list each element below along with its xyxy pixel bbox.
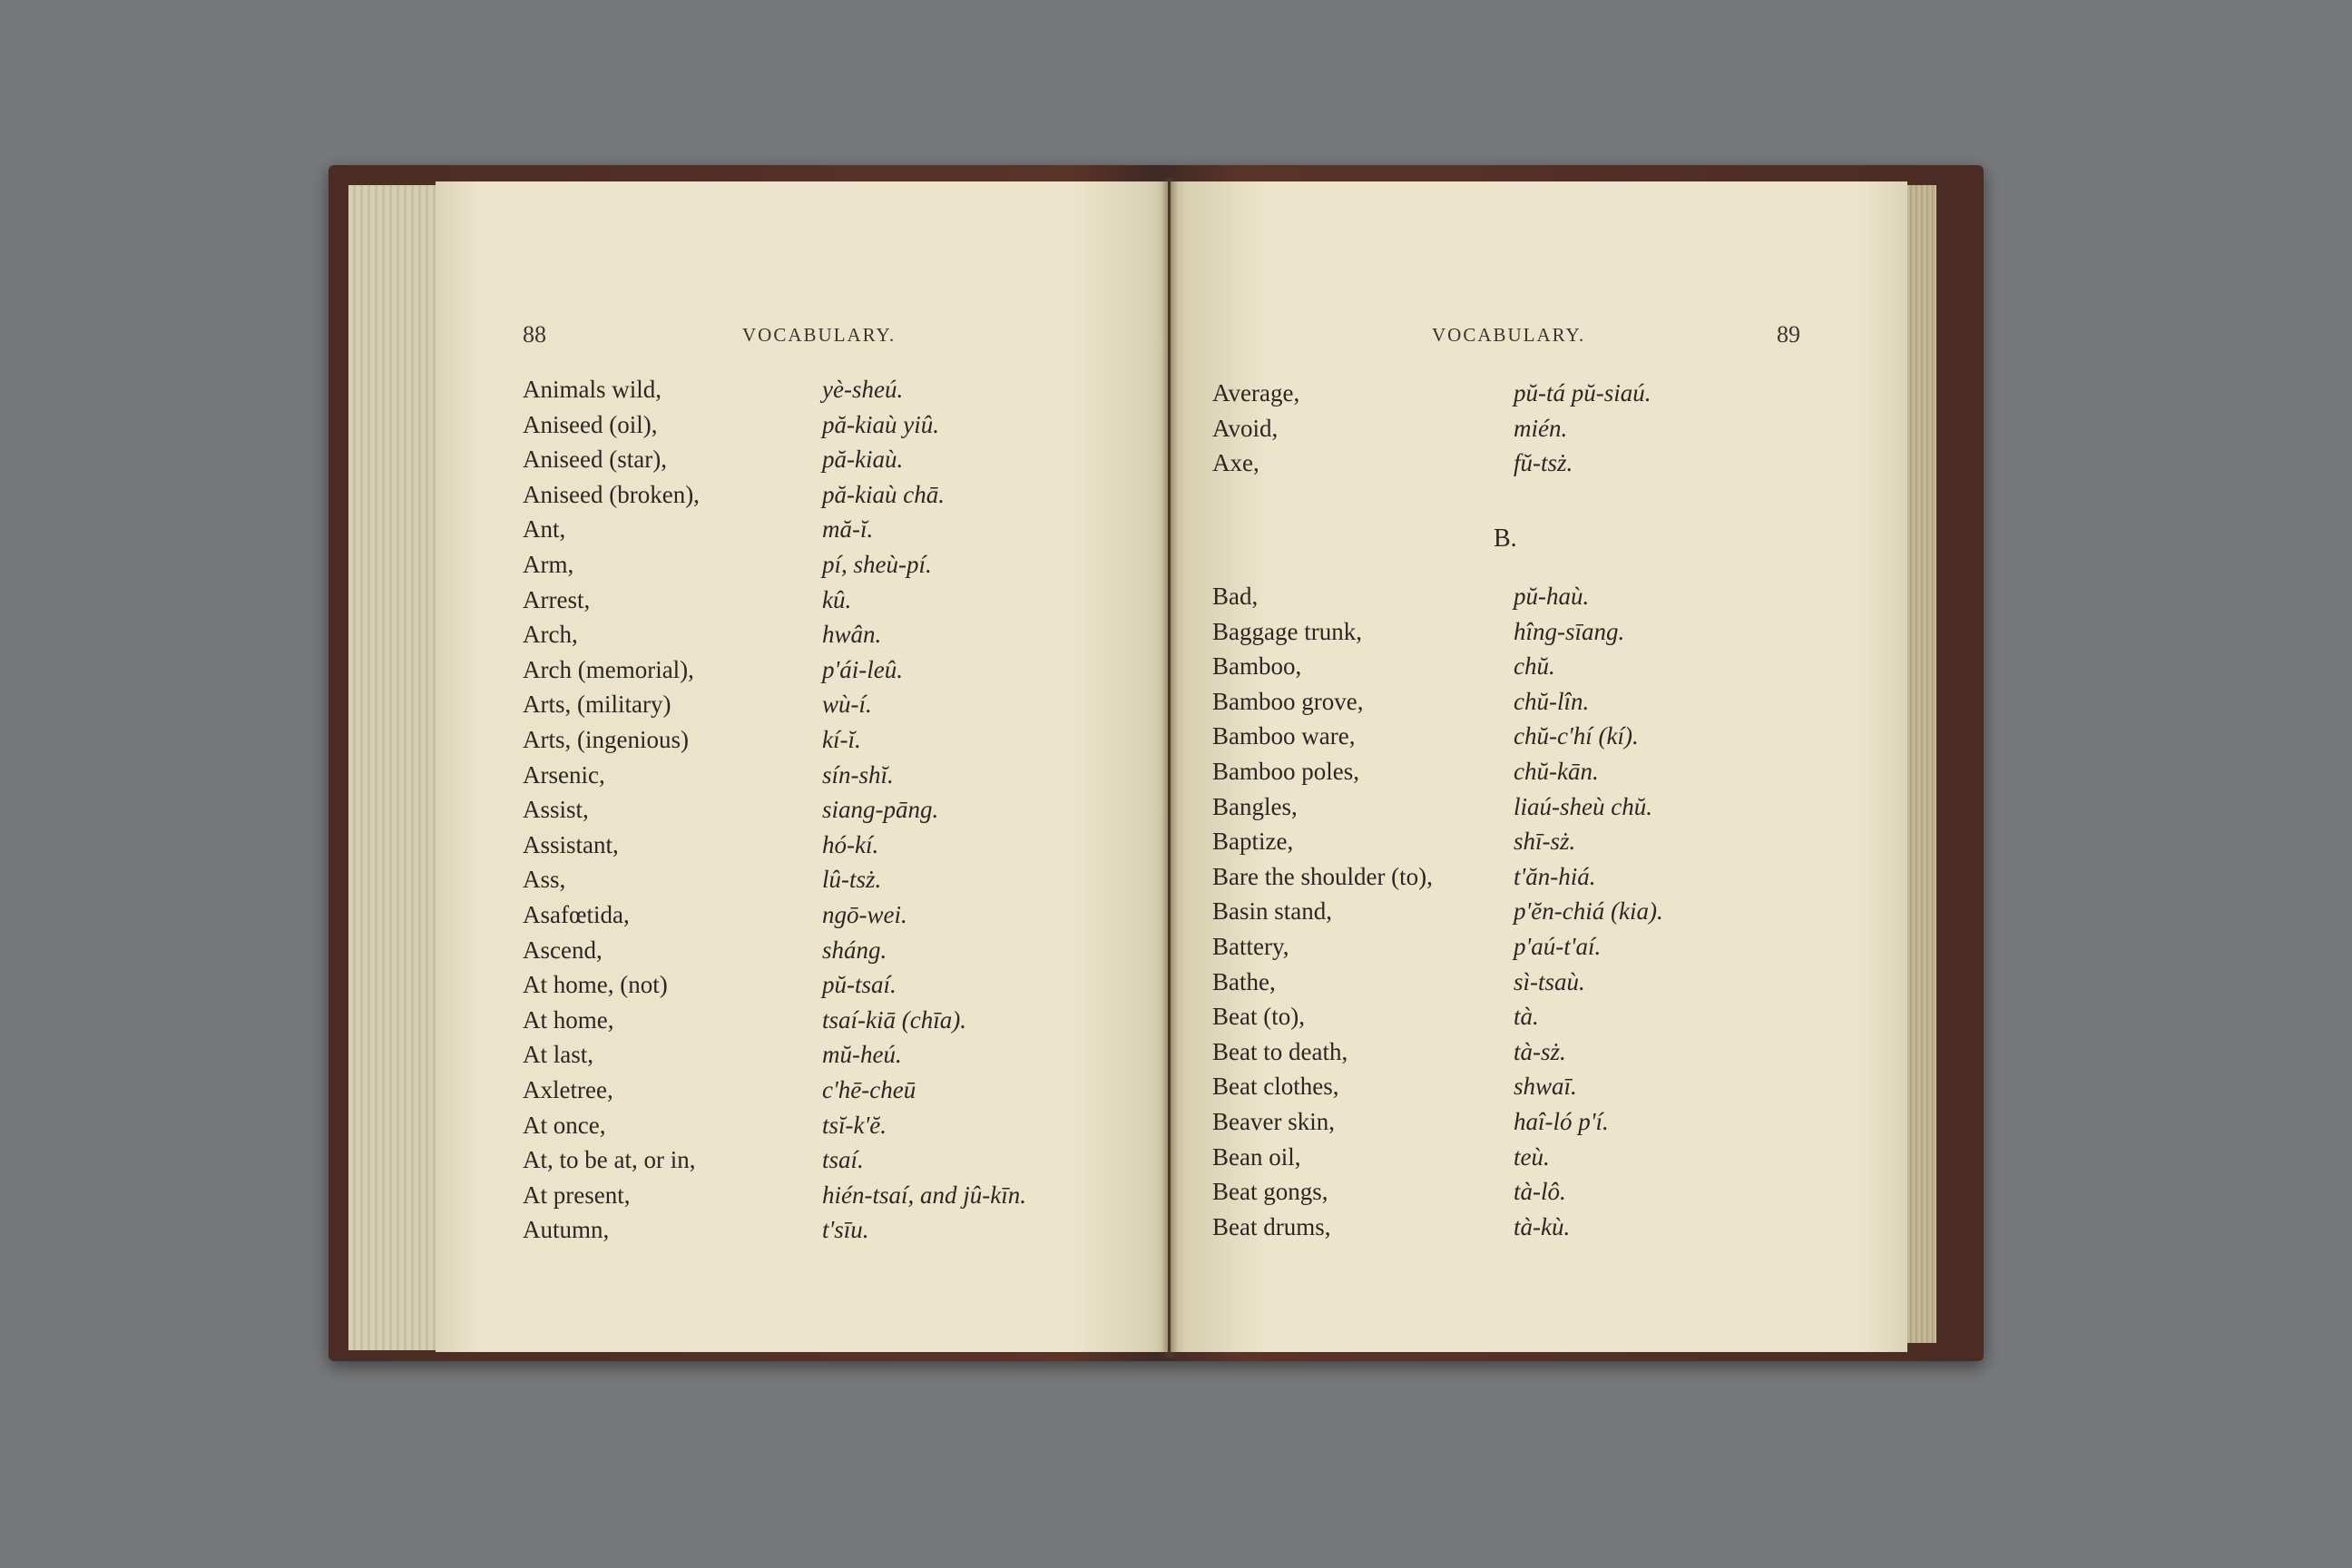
vocabulary-entry — [523, 442, 1158, 476]
vocabulary-entry — [523, 1142, 1158, 1177]
entry-term: Bamboo ware, — [1212, 722, 1356, 750]
vocabulary-entry — [1212, 1210, 1884, 1244]
entry-translation: kû. — [822, 585, 852, 613]
entry-term: Arts, (military) — [523, 691, 671, 719]
vocabulary-entry — [1212, 824, 1884, 858]
entry-term: Beat clothes, — [1212, 1073, 1339, 1101]
entry-list — [1212, 376, 1884, 1283]
vocabulary-entry — [523, 547, 1158, 582]
vocabulary-entry — [523, 372, 1158, 407]
section-letter: B. — [1494, 524, 1517, 553]
entry-term: Bean oil, — [1212, 1142, 1301, 1171]
entry-term: Beaver skin, — [1212, 1108, 1335, 1135]
entry-term: Arsenic, — [523, 760, 605, 789]
vocabulary-entry — [523, 722, 1158, 757]
vocabulary-entry — [1212, 411, 1884, 446]
entry-term: Axletree, — [523, 1076, 613, 1103]
entry-translation: t'sīu. — [822, 1216, 869, 1244]
entry-translation: pă-kiaù yiû. — [822, 410, 939, 438]
vocabulary-entry — [523, 933, 1158, 967]
entry-translation: chŭ-c'hí (kí). — [1514, 722, 1639, 750]
entry-term: Aniseed (oil), — [523, 410, 658, 438]
entry-term: Ascend, — [523, 936, 603, 964]
entry-term: Beat drums, — [1212, 1212, 1331, 1240]
entry-translation: shwaī. — [1514, 1073, 1577, 1101]
entry-term: Ass, — [523, 866, 566, 894]
entry-term: At once, — [523, 1111, 606, 1139]
entry-translation: tà. — [1514, 1003, 1539, 1031]
entry-term: Bare the shoulder (to), — [1212, 862, 1433, 890]
entry-translation: p'aú-t'aí. — [1514, 933, 1602, 960]
vocabulary-entry — [523, 1212, 1158, 1247]
vocabulary-entry — [523, 792, 1158, 827]
entry-translation: fŭ-tsż. — [1514, 449, 1573, 477]
entry-term: At home, (not) — [523, 971, 668, 999]
entry-translation: p'ĕn-chiá (kia). — [1514, 897, 1663, 926]
entry-term: Autumn, — [523, 1216, 610, 1244]
entry-term: Arts, (ingenious) — [523, 726, 689, 753]
entry-translation: t'ăn-hiá. — [1514, 862, 1596, 890]
entry-translation: chŭ. — [1514, 652, 1555, 681]
entry-term: Bathe, — [1212, 967, 1276, 995]
vocabulary-entry — [523, 652, 1158, 687]
entry-translation: chŭ-kān. — [1514, 758, 1599, 785]
entry-term: Battery, — [1212, 933, 1289, 960]
entry-translation: tà-sż. — [1514, 1037, 1566, 1065]
entry-translation: shī-sż. — [1514, 828, 1576, 856]
page-edges-right — [1906, 185, 1936, 1343]
entry-term: Assist, — [523, 796, 589, 824]
entry-translation: pŭ-haù. — [1514, 583, 1590, 610]
entry-term: Animals wild, — [523, 376, 662, 403]
entry-translation: tsaí-kiā (chīa). — [822, 1005, 966, 1034]
entry-translation: ngō-wei. — [822, 901, 907, 928]
entry-term: At last, — [523, 1041, 593, 1069]
right-page — [1171, 181, 1907, 1352]
vocabulary-entry — [1212, 1174, 1884, 1209]
vocabulary-entry — [523, 1037, 1158, 1072]
vocabulary-entry — [523, 1073, 1158, 1107]
entry-translation: pă-kiaù. — [822, 446, 904, 474]
entry-term: Bad, — [1212, 583, 1259, 610]
vocabulary-entry — [523, 583, 1158, 617]
entry-translation: wù-í. — [822, 691, 872, 719]
entry-translation: hîng-sīang. — [1514, 617, 1625, 645]
vocabulary-entry — [1212, 1140, 1884, 1174]
vocabulary-entry — [523, 897, 1158, 932]
entry-translation: pŭ-tá pŭ-siaú. — [1514, 379, 1651, 407]
entry-term: Aniseed (star), — [523, 446, 667, 474]
entry-translation: mă-ĭ. — [822, 515, 874, 544]
page-number: 89 — [1777, 321, 1800, 348]
vocabulary-entry — [1212, 649, 1884, 683]
vocabulary-entry — [1212, 929, 1884, 964]
vocabulary-entry — [523, 512, 1158, 546]
entry-translation: kí-ĭ. — [822, 726, 861, 753]
book-gutter — [1161, 178, 1178, 1357]
vocabulary-entry — [523, 1003, 1158, 1037]
vocabulary-entry — [1212, 894, 1884, 928]
entry-term: Aniseed (broken), — [523, 480, 700, 508]
running-head: VOCABULARY. — [742, 324, 897, 346]
vocabulary-entry — [1212, 965, 1884, 999]
entry-term: Bamboo, — [1212, 652, 1302, 681]
entry-translation: pí, sheù-pí. — [822, 551, 932, 578]
vocabulary-entry — [523, 477, 1158, 512]
entry-term: Beat (to), — [1212, 1003, 1305, 1031]
entry-translation: hó-kí. — [822, 830, 879, 858]
vocabulary-entry — [1212, 1034, 1884, 1069]
entry-translation: teù. — [1514, 1142, 1550, 1171]
entry-term: Axe, — [1212, 449, 1259, 477]
vocabulary-entry — [523, 967, 1158, 1002]
entry-term: Avoid, — [1212, 414, 1279, 442]
entry-term: At, to be at, or in, — [523, 1146, 696, 1174]
entry-term: Average, — [1212, 379, 1300, 407]
vocabulary-entry — [1212, 376, 1884, 410]
vocabulary-entry — [1212, 614, 1884, 649]
vocabulary-entry — [1212, 754, 1884, 789]
left-page — [436, 181, 1168, 1352]
entry-term: Bamboo grove, — [1212, 687, 1364, 715]
entry-translation: yè-sheú. — [822, 376, 904, 403]
entry-translation: pŭ-tsaí. — [822, 971, 897, 999]
entry-term: At home, — [523, 1005, 614, 1034]
entry-term: At present, — [523, 1181, 631, 1209]
vocabulary-entry — [1212, 859, 1884, 894]
vocabulary-entry — [1212, 684, 1884, 719]
vocabulary-entry — [523, 1178, 1158, 1212]
entry-translation: hién-tsaí, and jû-kīn. — [822, 1181, 1026, 1209]
entry-translation: siang-pāng. — [822, 796, 939, 824]
page-edges-left — [348, 185, 448, 1350]
vocabulary-entry — [523, 407, 1158, 442]
entry-translation: p'ái-leû. — [822, 655, 904, 683]
vocabulary-entry — [1212, 1104, 1884, 1139]
entry-translation: haî-ló p'í. — [1514, 1108, 1609, 1135]
entry-translation: lû-tsż. — [822, 866, 882, 894]
entry-term: Baggage trunk, — [1212, 617, 1362, 645]
entry-translation: chŭ-lîn. — [1514, 687, 1590, 715]
vocabulary-entry — [1212, 719, 1884, 753]
vocabulary-entry — [523, 758, 1158, 792]
entry-list — [523, 372, 1158, 1279]
entry-translation: tsaí. — [822, 1146, 864, 1174]
entry-term: Arch (memorial), — [523, 655, 694, 683]
entry-term: Beat gongs, — [1212, 1178, 1328, 1206]
entry-translation: mŭ-heú. — [822, 1041, 902, 1069]
vocabulary-entry — [523, 862, 1158, 897]
entry-term: Beat to death, — [1212, 1037, 1348, 1065]
entry-translation: tà-kù. — [1514, 1212, 1571, 1240]
entry-translation: sín-shĭ. — [822, 760, 894, 789]
entry-translation: liaú-sheù chŭ. — [1514, 792, 1652, 820]
vocabulary-entry — [1212, 999, 1884, 1034]
running-head: VOCABULARY. — [1432, 324, 1586, 346]
vocabulary-entry — [523, 828, 1158, 862]
entry-term: Arch, — [523, 621, 578, 649]
vocabulary-entry — [1212, 579, 1884, 613]
entry-translation: sháng. — [822, 936, 887, 964]
entry-translation: mién. — [1514, 414, 1568, 442]
entry-term: Bangles, — [1212, 792, 1298, 820]
vocabulary-entry — [523, 617, 1158, 652]
entry-translation: pă-kiaù chā. — [822, 480, 945, 508]
entry-term: Arrest, — [523, 585, 591, 613]
entry-term: Bamboo poles, — [1212, 758, 1359, 785]
entry-translation: tà-lô. — [1514, 1178, 1566, 1206]
entry-term: Arm, — [523, 551, 574, 578]
entry-translation: c'hē-cheū — [822, 1076, 916, 1103]
vocabulary-entry — [1212, 1069, 1884, 1103]
entry-term: Ant, — [523, 515, 566, 544]
entry-translation: hwân. — [822, 621, 882, 649]
entry-translation: tsĭ-k'ĕ. — [822, 1111, 887, 1139]
vocabulary-entry — [523, 687, 1158, 721]
entry-term: Asafœtida, — [523, 901, 630, 928]
entry-term: Baptize, — [1212, 828, 1294, 856]
entry-term: Basin stand, — [1212, 897, 1332, 926]
entry-translation: sì-tsaù. — [1514, 967, 1585, 995]
vocabulary-entry — [1212, 446, 1884, 480]
vocabulary-entry — [1212, 789, 1884, 824]
page-number: 88 — [523, 321, 546, 348]
entry-term: Assistant, — [523, 830, 619, 858]
vocabulary-entry — [523, 1108, 1158, 1142]
